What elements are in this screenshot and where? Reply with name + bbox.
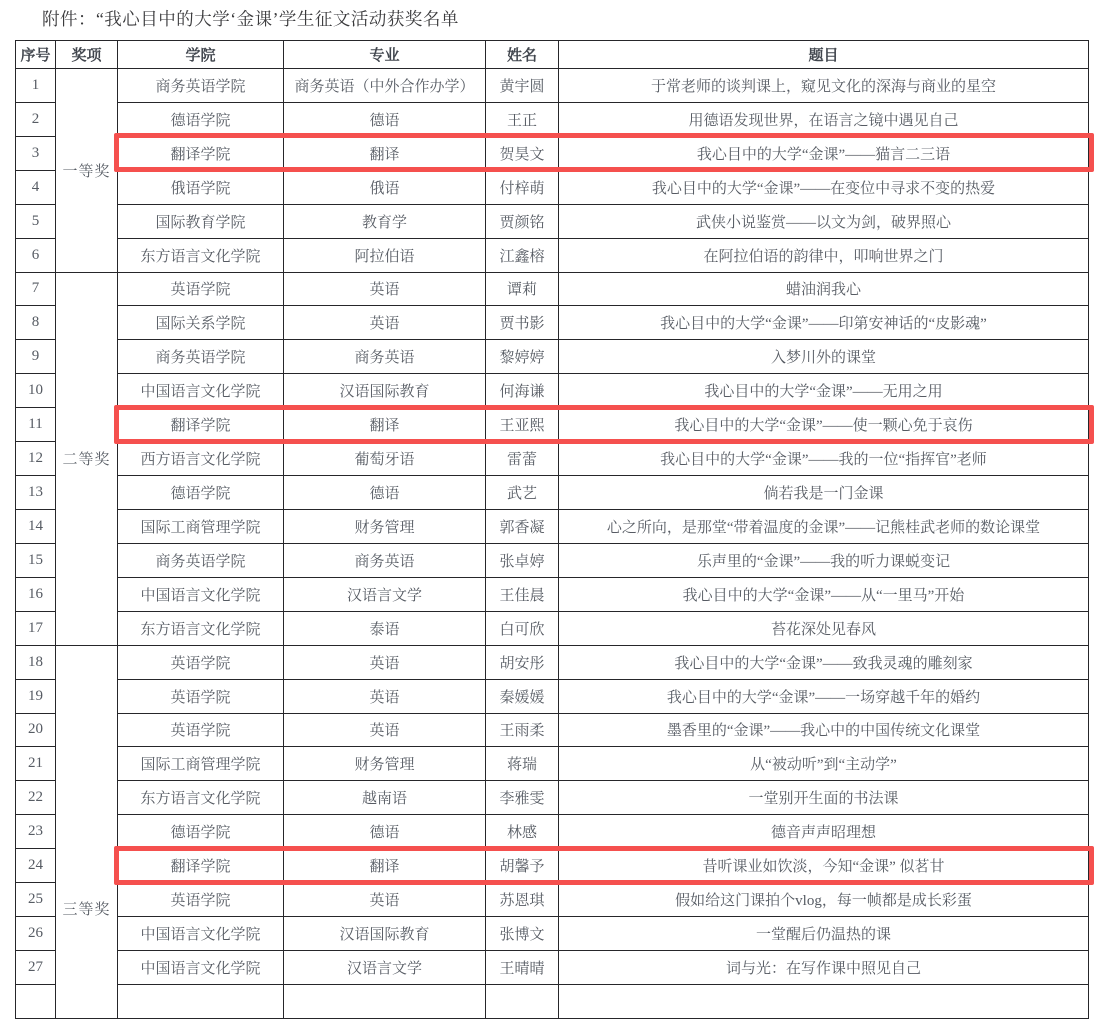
major-cell: 汉语国际教育 [284, 374, 486, 408]
title-cell: 我心目中的大学“金课”——猫言二三语 [559, 137, 1089, 171]
college-cell: 国际教育学院 [118, 205, 284, 239]
name-cell: 武艺 [486, 476, 559, 510]
title-cell: 我心目中的大学“金课”——我的一位“指挥官”老师 [559, 442, 1089, 476]
major-cell: 财务管理 [284, 747, 486, 781]
name-cell: 蒋瑞 [486, 747, 559, 781]
title-cell: 用德语发现世界，在语言之镜中遇见自己 [559, 103, 1089, 137]
college-cell: 中国语言文化学院 [118, 917, 284, 951]
row-number-cell: 5 [16, 205, 56, 239]
major-cell: 越南语 [284, 781, 486, 815]
row-number-cell: 7 [16, 273, 56, 307]
row-number-cell: 6 [16, 239, 56, 273]
row-number-cell: 18 [16, 646, 56, 680]
row-number-cell: 13 [16, 476, 56, 510]
row-number-cell: 24 [16, 849, 56, 883]
major-cell: 商务英语 [284, 340, 486, 374]
row-number-cell: 11 [16, 408, 56, 442]
major-cell: 德语 [284, 476, 486, 510]
name-cell: 王佳晨 [486, 578, 559, 612]
major-cell: 商务英语 [284, 544, 486, 578]
name-cell: 王正 [486, 103, 559, 137]
name-cell: 谭莉 [486, 273, 559, 307]
award-group-label: 二等奖 [62, 452, 111, 469]
major-cell: 财务管理 [284, 510, 486, 544]
row-number-cell: 21 [16, 747, 56, 781]
title-cell: 我心目中的大学“金课”——印第安神话的“皮影魂” [559, 306, 1089, 340]
major-cell: 俄语 [284, 171, 486, 205]
college-cell: 德语学院 [118, 815, 284, 849]
name-cell: 贺昊文 [486, 137, 559, 171]
title-cell: 一堂醒后仍温热的课 [559, 917, 1089, 951]
name-cell: 付梓萌 [486, 171, 559, 205]
title-cell: 我心目中的大学“金课”——无用之用 [559, 374, 1089, 408]
row-number-cell: 3 [16, 137, 56, 171]
title-cell: 苔花深处见春风 [559, 612, 1089, 646]
row-number-cell: 9 [16, 340, 56, 374]
college-cell: 翻译学院 [118, 408, 284, 442]
title-cell: 我心目中的大学“金课”——一场穿越千年的婚约 [559, 680, 1089, 714]
college-cell: 俄语学院 [118, 171, 284, 205]
college-cell: 英语学院 [118, 273, 284, 307]
row-number-cell: 2 [16, 103, 56, 137]
college-cell: 德语学院 [118, 476, 284, 510]
row-number-cell: 16 [16, 578, 56, 612]
title-cell: 墨香里的“金课”——我心中的中国传统文化课堂 [559, 714, 1089, 748]
name-cell: 王晴晴 [486, 951, 559, 985]
column-header-col-major: 专业 [284, 41, 486, 69]
title-cell: 乐声里的“金课”——我的听力课蜕变记 [559, 544, 1089, 578]
college-cell: 英语学院 [118, 680, 284, 714]
college-cell: 英语学院 [118, 883, 284, 917]
title-cell-partial [559, 985, 1089, 1019]
title-cell: 倘若我是一门金课 [559, 476, 1089, 510]
title-cell: 入梦川外的课堂 [559, 340, 1089, 374]
award-group-cell [56, 646, 118, 1019]
major-cell: 汉语国际教育 [284, 917, 486, 951]
row-number-cell: 25 [16, 883, 56, 917]
name-cell: 白可欣 [486, 612, 559, 646]
college-cell: 商务英语学院 [118, 69, 284, 103]
column-header-col-name: 姓名 [486, 41, 559, 69]
attachment-title: 附件：“我心目中的大学‘金课’学生征文活动获奖名单 [42, 9, 459, 29]
name-cell: 李雅雯 [486, 781, 559, 815]
name-cell: 胡安彤 [486, 646, 559, 680]
row-number-cell: 14 [16, 510, 56, 544]
title-cell: 昔听课业如饮淡，今知“金课” 似茗甘 [559, 849, 1089, 883]
title-cell: 武侠小说鉴赏——以文为剑，破界照心 [559, 205, 1089, 239]
column-header-col-no: 序号 [16, 41, 56, 69]
name-cell: 王亚熙 [486, 408, 559, 442]
college-cell: 西方语言文化学院 [118, 442, 284, 476]
name-cell: 王雨柔 [486, 714, 559, 748]
major-cell: 英语 [284, 883, 486, 917]
college-cell: 国际工商管理学院 [118, 510, 284, 544]
title-cell: 在阿拉伯语的韵律中，叩响世界之门 [559, 239, 1089, 273]
major-cell: 德语 [284, 815, 486, 849]
title-cell: 德音声声昭理想 [559, 815, 1089, 849]
major-cell: 汉语言文学 [284, 951, 486, 985]
major-cell: 英语 [284, 306, 486, 340]
row-number-cell: 15 [16, 544, 56, 578]
major-cell: 英语 [284, 680, 486, 714]
college-cell: 英语学院 [118, 714, 284, 748]
college-cell: 商务英语学院 [118, 544, 284, 578]
title-cell: 于常老师的谈判课上，窥见文化的深海与商业的星空 [559, 69, 1089, 103]
title-cell: 从“被动听”到“主动学” [559, 747, 1089, 781]
name-cell: 江鑫榕 [486, 239, 559, 273]
college-cell: 东方语言文化学院 [118, 781, 284, 815]
major-cell: 翻译 [284, 137, 486, 171]
name-cell: 郭香凝 [486, 510, 559, 544]
college-cell: 翻译学院 [118, 849, 284, 883]
row-number-cell: 17 [16, 612, 56, 646]
column-header-col-college: 学院 [118, 41, 284, 69]
name-cell: 黎婷婷 [486, 340, 559, 374]
college-cell: 国际关系学院 [118, 306, 284, 340]
major-cell: 泰语 [284, 612, 486, 646]
title-cell: 我心目中的大学“金课”——在变位中寻求不变的热爱 [559, 171, 1089, 205]
college-cell: 英语学院 [118, 646, 284, 680]
row-number-cell: 1 [16, 69, 56, 103]
name-cell: 苏恩琪 [486, 883, 559, 917]
title-cell: 假如给这门课拍个vlog，每一帧都是成长彩蛋 [559, 883, 1089, 917]
major-cell: 英语 [284, 273, 486, 307]
college-cell: 中国语言文化学院 [118, 374, 284, 408]
major-cell: 英语 [284, 714, 486, 748]
major-cell: 葡萄牙语 [284, 442, 486, 476]
college-cell: 翻译学院 [118, 137, 284, 171]
name-cell: 贾书影 [486, 306, 559, 340]
college-cell: 中国语言文化学院 [118, 578, 284, 612]
row-number-cell: 22 [16, 781, 56, 815]
row-number-cell: 26 [16, 917, 56, 951]
major-cell: 翻译 [284, 408, 486, 442]
title-cell: 我心目中的大学“金课”——致我灵魂的雕刻家 [559, 646, 1089, 680]
name-cell-partial [486, 985, 559, 1019]
award-group-cell [56, 69, 118, 273]
name-cell: 秦媛媛 [486, 680, 559, 714]
major-cell: 英语 [284, 646, 486, 680]
row-number-cell: 27 [16, 951, 56, 985]
title-cell: 蜡油润我心 [559, 273, 1089, 307]
major-cell: 商务英语（中外合作办学） [284, 69, 486, 103]
major-cell: 德语 [284, 103, 486, 137]
college-cell: 东方语言文化学院 [118, 239, 284, 273]
title-cell: 词与光：在写作课中照见自己 [559, 951, 1089, 985]
name-cell: 林感 [486, 815, 559, 849]
column-header-col-award: 奖项 [56, 41, 118, 69]
major-cell: 教育学 [284, 205, 486, 239]
name-cell: 贾颜铭 [486, 205, 559, 239]
name-cell: 何海谦 [486, 374, 559, 408]
college-cell: 德语学院 [118, 103, 284, 137]
row-number-cell: 10 [16, 374, 56, 408]
major-cell: 翻译 [284, 849, 486, 883]
row-number-cell: 12 [16, 442, 56, 476]
awards-table [15, 40, 1089, 1019]
award-group-label: 一等奖 [62, 163, 111, 180]
college-cell: 国际工商管理学院 [118, 747, 284, 781]
major-cell-partial [284, 985, 486, 1019]
award-group-label: 三等奖 [62, 901, 111, 918]
name-cell: 张卓婷 [486, 544, 559, 578]
column-header-col-title: 题目 [559, 41, 1089, 69]
college-cell-partial [118, 985, 284, 1019]
title-cell: 心之所向，是那堂“带着温度的金课”——记熊桂武老师的数论课堂 [559, 510, 1089, 544]
name-cell: 黄宇圆 [486, 69, 559, 103]
row-number-cell: 8 [16, 306, 56, 340]
major-cell: 阿拉伯语 [284, 239, 486, 273]
name-cell: 胡馨予 [486, 849, 559, 883]
title-cell: 我心目中的大学“金课”——从“一里马”开始 [559, 578, 1089, 612]
title-cell: 我心目中的大学“金课”——使一颗心免于哀伤 [559, 408, 1089, 442]
row-number-cell: 23 [16, 815, 56, 849]
row-number-cell-partial [16, 985, 56, 1019]
college-cell: 中国语言文化学院 [118, 951, 284, 985]
row-number-cell: 4 [16, 171, 56, 205]
row-number-cell: 19 [16, 680, 56, 714]
row-number-cell: 20 [16, 714, 56, 748]
college-cell: 商务英语学院 [118, 340, 284, 374]
award-group-cell [56, 273, 118, 646]
major-cell: 汉语言文学 [284, 578, 486, 612]
name-cell: 雷蕾 [486, 442, 559, 476]
college-cell: 东方语言文化学院 [118, 612, 284, 646]
name-cell: 张博文 [486, 917, 559, 951]
title-cell: 一堂别开生面的书法课 [559, 781, 1089, 815]
